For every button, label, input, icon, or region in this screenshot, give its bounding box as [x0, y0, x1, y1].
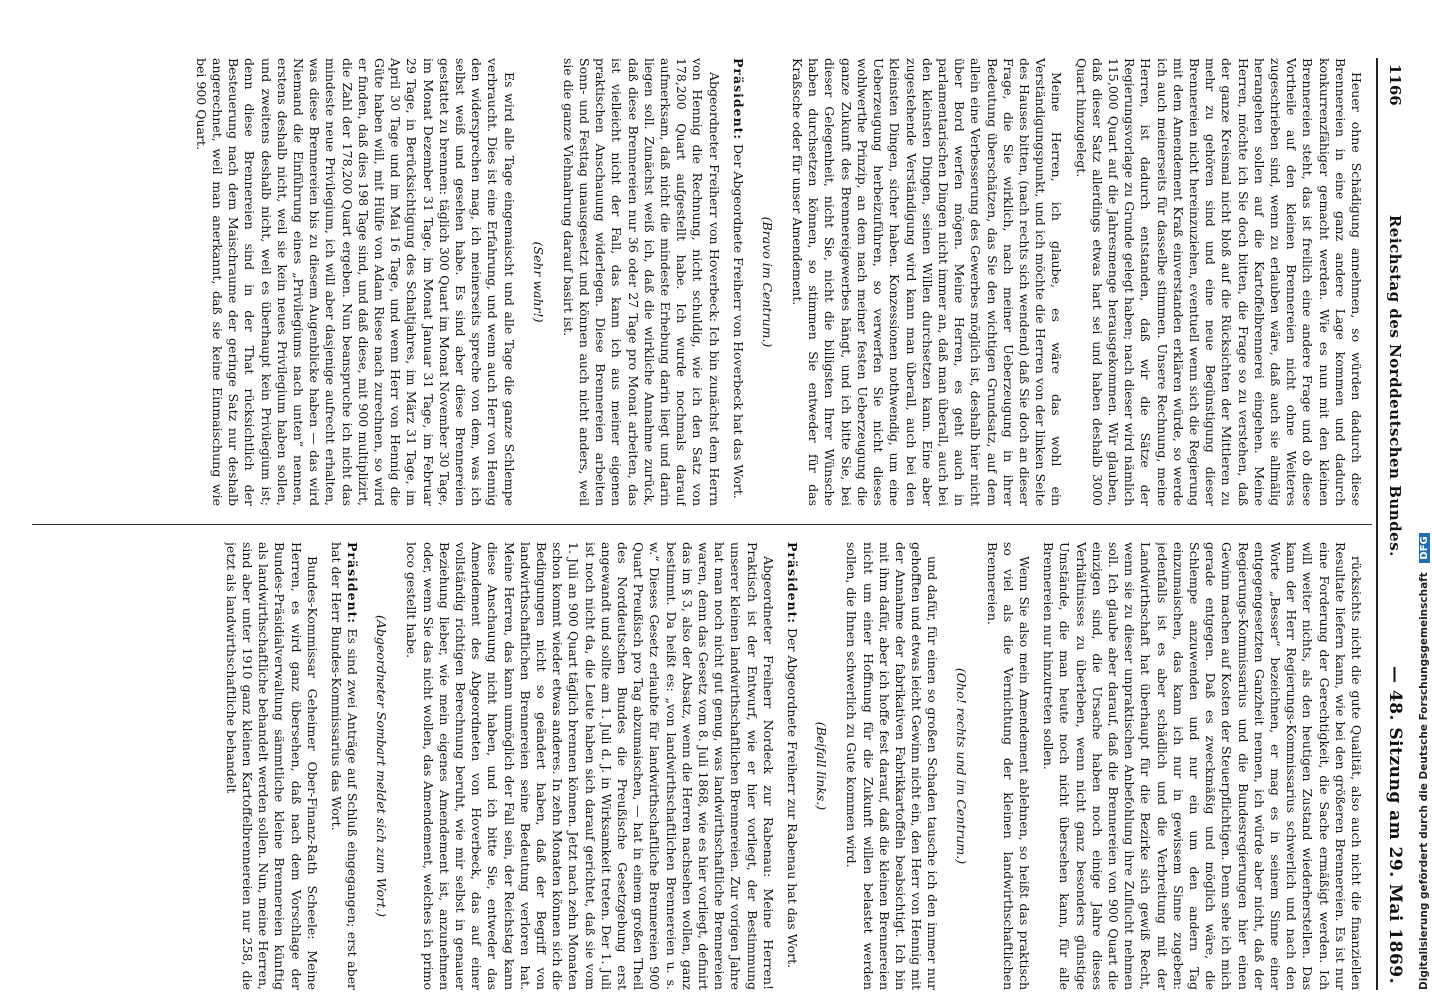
- speaker-text: Der Abgeordnete Freiherr von Hoverbeck hat das Wort.: [730, 140, 746, 499]
- speaker-text: Es sind zwei Anträge auf Schluß eingegangen; erst aber hat der Herr Bundes-Kommissarius das Wort.: [329, 542, 361, 990]
- paragraph: rücksichts nicht die gute Qualität, also auch nicht die finanziellen Resultate liefern kann, wie bei den größeren Brennereien. Es ist nur eine Forderung der Gerechtigkeit, die Sache ermäßigt werden. Ich will weiter nichts, als den heutigen Zustand wiederherstellen. Das kann der Herr Regierungs-Kommissarius schwerlich und nach den Worte „Besser“ bezeichnen, er mag es in seinem Sinne einer entgegengesetzten Ganzheit nennen, ich würde aber nicht, daß der Regierungs-Kommissarius und die Bundesregierungen hier einen Gewinn machen auf Kosten der Steuerpflichtigen. Denn sehe ich mich gerade entgegen. Daß es zweckmäßig und möglich wäre, die Schlempe anzuwenden und nur ein um den andern Tag einzumaischen, das kann ich nur in gewissem Sinne zugeben: jedenfalls ist es aber schädlich und die Verbreitung mit der Landwirthschaft hat überhaupt für die Bezirke sich gewiß Recht, wenn sie zu dieser unpraktischen Anbefohlung ihre Zuflucht nehmen soll. Ich glaube aber darauf, daß die Brennereien von 900 Quart die einzigen sind, die Ursache haben noch einige Jahre dieses Verhältnisses zu überleben, wenn nicht ganz besonders günstige Umstände, die man heute noch nicht übersehen kann, für alle Brennereien nur hinzutreten sollen.: [1041, 542, 1364, 990]
- paragraph: und dafür, für einen so großen Schaden tausche ich den immer nur gehofften und etwas leicht Gewinn nicht ein, den Herr von Hennig mit der Annahme der fabrikativen Fabrikkartoffeln beabsichtigt. Ich bin mit ihm dafür, aber ich hoffe fest darauf, daß die kleinen Brennereien nicht um einer Hoffnung für die Zukunft willen belastet werden sollen, die Ihnen schwerlich zu Gute kommen wird.: [844, 542, 941, 990]
- publication-title: Reichstag des Norddeutschen Bundes.: [1386, 214, 1404, 557]
- paragraph: Es wird alle Tage eingemaischt und alle Tage die ganze Schlempe verbraucht. Dies ist eine Erfahrung, und wenn auch Herr von Hennig den widersprechen mag, ich meinerseits spreche von dem, was ich selbst weiß und gesehen habe. Es sind aber diese Brennereien gestattet zu brennen: täglich 300 Quart im Monat November 30 Tage, im Monat Dezember 31 Tage, im Monat Januar 31 Tage, im Februar 29 Tage, in Berücksichtigung des Schaltjahres, im März 31 Tage, im April 30 Tage und im Mai 16 Tage, und wenn Herr von Hennig die Güte haben will, mit Hülfe von Adam Riese nach zurechnen, so wird er finden, daß dies 198 Tage sind, und daß diese, mit 900 multiplizirt, die Zahl der 178,200 Quart ergeben. Nun beanspruche ich nicht das mindeste neue Privilegium, ich will aber dasjenige aufrecht erhalten, was diese Brennereien bis zu diesem Augenblicke haben — das wird Niemand die Einführung eines „Privilegiums nach unten“ nennen, erstens deshalb nicht, weil sie kein neues Privilegium haben sollen, und zweitens deshalb nicht, weil es überhaupt kein Privilegium ist; denn diese Brennereien sind in der That rücksichtlich der Besteuerung nach dem Maischraume der geringe Satz nur deshalb angerechnet, weil man anerkannt, daß sie keine Einmaischung wie bei 900 Quart.: [193, 58, 517, 506]
- paragraph: Meine Herren, ich glaube, es wäre das wohl ein Verständigungspunkt, und ich möchte die Herren von der linken Seite des Hauses bitten, (nach rechts sich wendend) daß Sie doch an dieser Frage, die Sie wirklich, nach meiner Ueberzeugung in ihrer Bedeutung überschätzen, das Sie den wichtigen Grundsatz, auf dem allein eine Verbesserung des Gewerbes möglich ist, deshalb hier nicht über Bord werfen mögen. Meine Herren, es geht auch in parlamentarischen Dingen nicht immer an, daß man überall, auch bei den kleinsten Dingen, seinen Willen durchsetzen kann. Eine aber zugestehende Verständigung wird kann man überall, auch bei den kleinsten Dingen, sicher haben. Konzessionen nothwendig, um eine Ueberzeugung herbeizuführen, so verwerfen Sie nicht dieses wohlwerthe Prinzip, an dem nach meiner festen Ueberzeugung die ganze Zukunft des Brennereigewerbes hängt, und ich bitte Sie, bei dieser Gelegenheit, nicht Sie, nicht die billigsten Ihrer Wünsche haben durchsetzen können, so stimmen Sie entweder für das Kraßsche oder für unser Amendement.: [790, 58, 1065, 506]
- paragraph: Heuer ohne Schädigung annehmen, so würden dadurch diese Brennereien in eine ganz andere Lage kommen und dadurch konkurrenzfähiger gemacht werden. Wie es nun mit den kleinen Brennereien steht, das ist freilich eine andere Frage und ob diese Vortheile auf den kleinen Brennereien nicht ohne Weiteres zugeschrieben sind, wenn zu erlauben wäre, daß auch sie allmälig herangehen sollen auf die Kartoffelbrennerei eingehen. Meine Herren, möchte ich Sie doch bitten, die Frage so zu verstehen, daß der ganze Kreismal nicht bloß auf die Rücksichten der Mittleren zu mehr zu gehören sind und eine neue Begünstigung dieser Brennereien nicht hereinzuziehen, eventuell wenn sich die Regierung mit dem Amendement Kraß einverstanden erklären würde, so werde ich auch meinerseits für dasselbe stimmen. Unsere Rechnung, meine Herren, ist dadurch entstanden, daß wir die Sätze der Regierungsvorlage zu Grunde gelegt haben; nach dieser wird nämlich 115,000 Quart auf die Jahresmenge herausgekommen. Wir glauben, daß dieser Satz allerdings etwas hart sei und haben deshalb 3000 Quart hinzugelegt.: [1073, 58, 1364, 506]
- speaker-name: Präsident:: [785, 542, 801, 625]
- left-column: [34, 58, 1364, 506]
- paragraph: Abgeordneter Freiherr von Hoverbeck: Ich bin zunächst dem Herrn von Hennig die Rechnung, nicht schuldig, wie ich den Satz von 178,200 Quart aufgestellt habe. Ich wurde nochmals darauf aufmerksam, daß nicht die mindeste Erhebung darin liegt und darin liegen soll. Zunächst weiß ich, daß die wirkliche Annahme zurück, daß diese Brennereien nur 36 oder 27 Tage pro Monat arbeiten, das ist vielleicht nicht der Fall, das kann ich aus meiner eigenen praktischen Anschauung widerlegen. Diese Brennereien arbeiten Sonn- und Festtag unausgesetzt und können auch nicht anders, weil sie die ganze Viehnahrung darauf basirt ist.: [560, 58, 722, 506]
- dfg-logo: DFG: [1419, 533, 1430, 562]
- speaker-name: Präsident:: [730, 58, 746, 141]
- speaker-paragraph: [730, 58, 746, 506]
- speaker-paragraph: [784, 542, 800, 990]
- page-number: 1166: [1386, 64, 1404, 106]
- stage-direction: (Beifall links.): [814, 721, 830, 811]
- paragraph: Abgeordneter Freiherr Nordeck zur Rabenau: Meine Herren! Praktisch ist der Entwurf, wie er hier vorliegt, der Bestimmung unserer kleinen landwirthschaftlichen Brennereien. Zur vorigen Jahre hat man noch nicht gut genug, was landwirthschaftliche Brennereien waren, denn das Gesetz vom 8. Juli 1868, wie es hier vorliegt, definirt das im § 3, also der Absatz, wenn die Herren nachsehen wollen, ganz bestimmt. Da heißt es: „von landwirthschaftlichen Brennereien u. s. w.“ Dieses Gesetz erlaubte für landwirthschaftliche Brennereien 900 Quart Preußisch pro Tag abzumaischen, — hat in einem großen Theil des Norddeutschen Bundes die Preußische Gesetzgebung erst angewandt und sollte am 1. Juli d. J. in Wirksamkeit treten. Der 1. Juli ist noch nicht da, die Leute haben sich darauf gerichtet, daß sie vom 1. Juli an 900 Quart täglich brennen können. Jetzt nach zehn Monaten schon kommt wieder etwas anderes. In zehn Monaten können sich die Bedingungen nicht so geändert haben, daß der Begriff von landwirthschaftlichen Brennereien seine Bedeutung verloren hat. Meine Herren, das kann unmöglich der Fall sein, der Reichstag kann diese Anschauung nicht haben, und ich bitte Sie, entweder das Amendement des Abgeordneten von Hoverbeck, das auf einer vollständig richtigen Berechnung beruht, wie mir selbst in genauer Beziehung lieber, wie mein eigenes Amendement ist, anzunehmen oder, wenn Sie das nicht wollen, das Amendement, welches ich primo loco gestellt habe.: [404, 542, 776, 990]
- digitization-credit: [1418, 10, 1432, 990]
- speaker-text: Der Abgeordnete Freiherr zur Rabenau hat das Wort.: [785, 624, 801, 969]
- stage-direction: (Bravo im Centrum.): [759, 216, 775, 348]
- credit-text: Digitalisierung gefördert durch die Deutsche Forschungsgemeinschaft: [1418, 572, 1430, 990]
- paragraph: Bundes-Kommissar Geheimer Ober-Finanz-Rath Scheele: Meine Herren, es wird ganz übersehen, daß nach dem Vorschlage der Bundes-Präsidialverwaltung sämmtliche kleine Brennereien künftig als landwirthschaftliche behandelt werden sollen. Nun, meine Herren, sind aber unter 1910 ganz kleinen Kartoffelbrennereien nur 258, die jetzt als landwirthschaftliche behandelt: [223, 542, 320, 990]
- paragraph: Wenn Sie also mein Amendement ablehnen, so heißt das praktisch so viel als die Vernichtung der kleinen landwirthschaftlichen Brennereien.: [984, 542, 1032, 990]
- session-date: — 48. Sitzung am 29. Mai 1869.: [1385, 665, 1405, 984]
- column-divider: [32, 524, 1372, 525]
- speaker-paragraph: [328, 542, 360, 990]
- stage-direction: (Sehr wahr!): [530, 241, 546, 323]
- rotated-document: [20, 58, 1412, 990]
- stage-direction: (Abgeordneter Sombart meldet sich zum Wort.): [374, 615, 390, 917]
- stage-direction: (Oho! rechts und im Centrum.): [954, 667, 970, 865]
- page-header: [1376, 58, 1412, 990]
- right-column: [34, 542, 1364, 990]
- speaker-name: Präsident:: [345, 542, 361, 625]
